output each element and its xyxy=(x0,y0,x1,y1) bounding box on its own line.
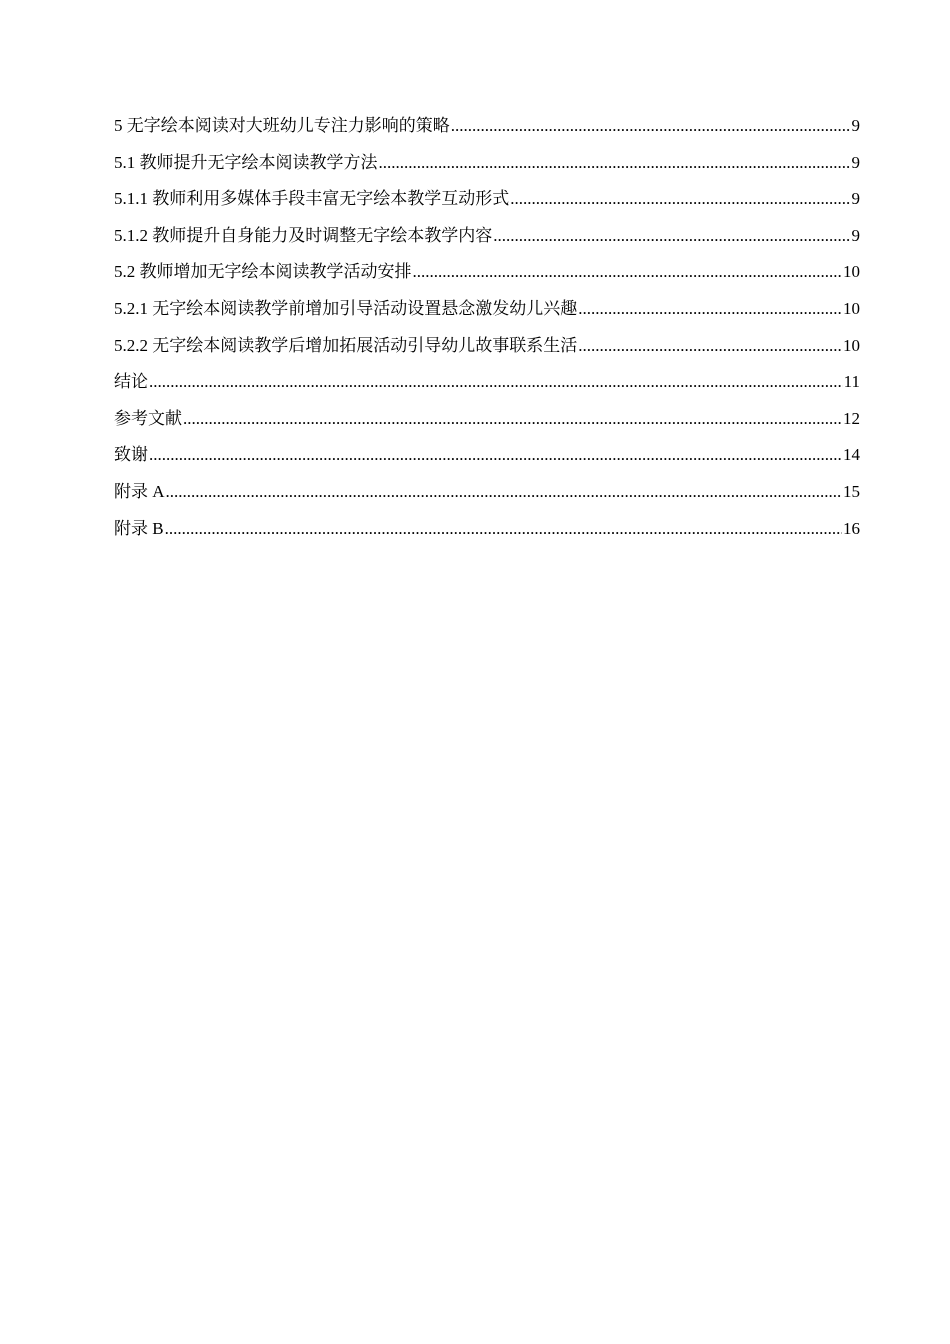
toc-entry-title: 5 无字绘本阅读对大班幼儿专注力影响的策略 xyxy=(114,116,450,135)
toc-dot-leader xyxy=(451,114,851,138)
toc-dot-leader xyxy=(149,443,842,467)
toc-entry-title: 5.1.2 教师提升自身能力及时调整无字绘本教学内容 xyxy=(114,225,493,245)
toc-entry-page-number: 12 xyxy=(843,408,860,428)
toc-dot-leader xyxy=(413,260,843,284)
toc-entry-page-number: 9 xyxy=(851,116,860,135)
toc-entry-title: 附录 B xyxy=(114,518,164,538)
toc-entry-title: 5.1.1 教师利用多媒体手段丰富无字绘本教学互动形式 xyxy=(114,189,510,209)
toc-dot-leader xyxy=(493,224,850,248)
toc-entry-page-number: 10 xyxy=(843,335,860,355)
toc-entry-title: 5.2.1 无字绘本阅读教学前增加引导活动设置悬念激发幼儿兴趣 xyxy=(114,298,578,318)
toc-entry[interactable] xyxy=(114,407,860,444)
toc-entry[interactable] xyxy=(114,297,860,334)
toc-entry[interactable] xyxy=(114,114,860,151)
toc-entry-title: 附录 A xyxy=(114,481,165,501)
toc-entry-title: 结论 xyxy=(114,372,148,392)
toc-entry[interactable] xyxy=(114,187,860,224)
toc-entry-page-number: 10 xyxy=(843,262,860,282)
toc-dot-leader xyxy=(578,334,842,358)
table-of-contents xyxy=(114,114,860,553)
toc-dot-leader xyxy=(149,370,843,394)
toc-entry-page-number: 14 xyxy=(843,445,860,465)
toc-entry-title: 5.2 教师增加无字绘本阅读教学活动安排 xyxy=(114,262,412,282)
toc-entry[interactable] xyxy=(114,480,860,517)
toc-entry[interactable] xyxy=(114,517,860,554)
toc-entry-page-number: 9 xyxy=(851,152,860,172)
toc-entry-page-number: 16 xyxy=(843,518,860,538)
toc-entry[interactable] xyxy=(114,260,860,297)
toc-entry-page-number: 15 xyxy=(843,481,860,501)
toc-entry-title: 5.2.2 无字绘本阅读教学后增加拓展活动引导幼儿故事联系生活 xyxy=(114,335,578,355)
toc-dot-leader xyxy=(379,151,851,175)
toc-entry-page-number: 11 xyxy=(843,372,860,392)
toc-entry-title: 5.1 教师提升无字绘本阅读教学方法 xyxy=(114,152,378,172)
toc-entry-page-number: 10 xyxy=(843,298,860,318)
toc-dot-leader xyxy=(183,407,842,431)
toc-entry-title: 参考文献 xyxy=(114,408,182,428)
toc-entry-page-number: 9 xyxy=(851,225,860,245)
toc-entry[interactable] xyxy=(114,224,860,261)
toc-dot-leader xyxy=(578,297,842,321)
toc-entry[interactable] xyxy=(114,334,860,371)
toc-entry[interactable] xyxy=(114,370,860,407)
toc-dot-leader xyxy=(166,480,842,504)
toc-entry-title: 致谢 xyxy=(114,445,148,465)
toc-entry-page-number: 9 xyxy=(851,189,860,209)
toc-dot-leader xyxy=(165,517,842,541)
toc-entry[interactable] xyxy=(114,443,860,480)
toc-entry[interactable] xyxy=(114,151,860,188)
toc-dot-leader xyxy=(510,187,850,211)
